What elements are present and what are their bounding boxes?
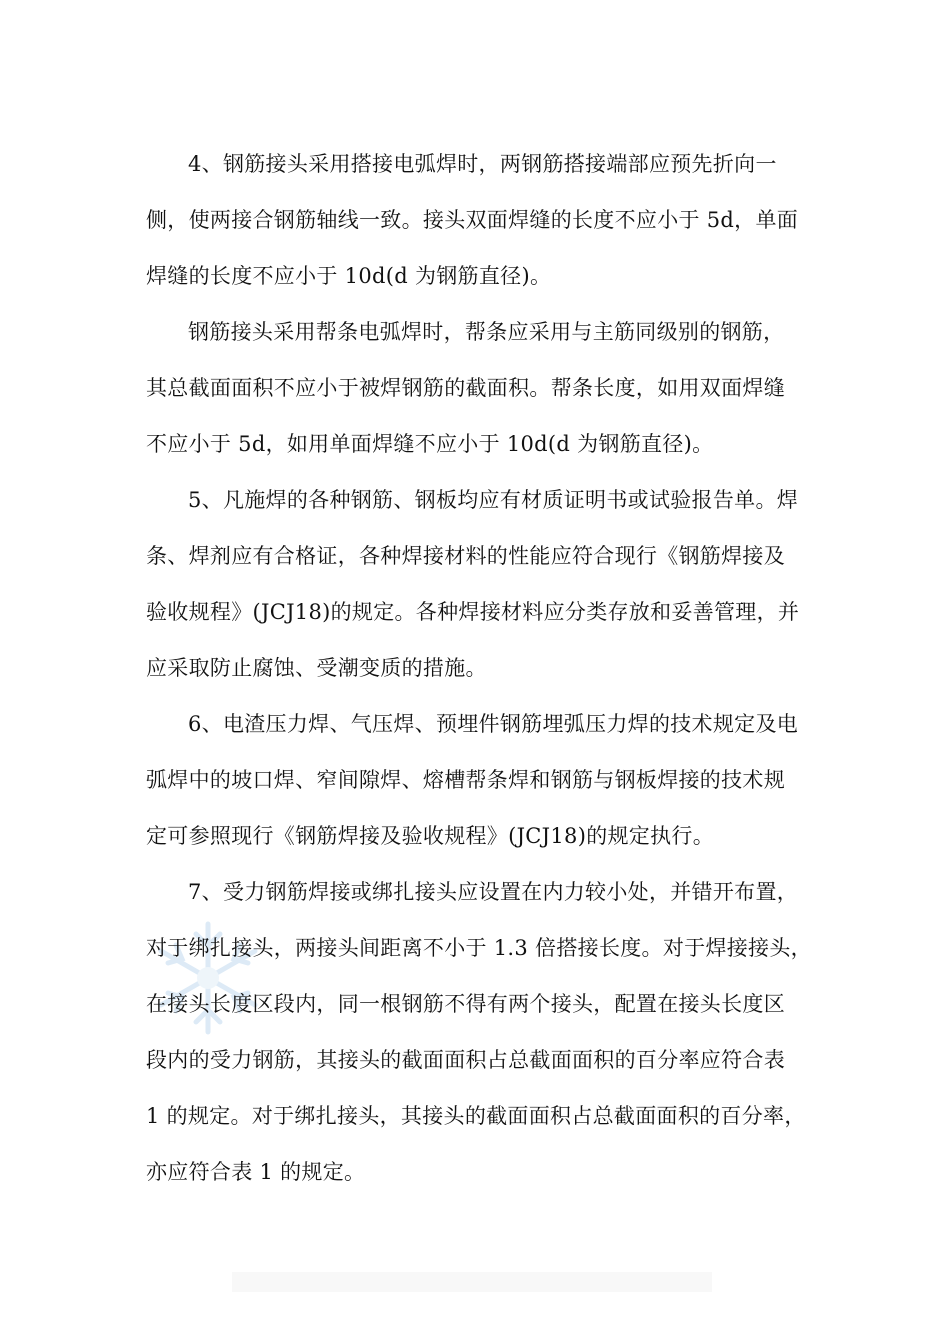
text-line: 不应小于 5d，如用单面焊缝不应小于 10d(d 为钢筋直径)。 (146, 432, 714, 456)
text-line: 弧焊中的坡口焊、窄间隙焊、熔槽帮条焊和钢筋与钢板焊接的技术规 (146, 768, 785, 792)
text-line: 5、凡施焊的各种钢筋、钢板均应有材质证明书或试验报告单。焊 (188, 488, 799, 512)
text-line: 验收规程》(JCJ18)的规定。各种焊接材料应分类存放和妥善管理，并 (146, 600, 800, 624)
text-line: 在接头长度区段内，同一根钢筋不得有两个接头，配置在接头长度区 (146, 992, 785, 1016)
text-line: 焊缝的长度不应小于 10d(d 为钢筋直径)。 (146, 264, 552, 288)
text-line: 7、受力钢筋焊接或绑扎接头应设置在内力较小处，并错开布置， (188, 880, 799, 904)
text-line: 6、电渣压力焊、气压焊、预埋件钢筋埋弧压力焊的技术规定及电 (188, 712, 799, 736)
text-line: 钢筋接头采用帮条电弧焊时，帮条应采用与主筋同级别的钢筋， (188, 320, 785, 344)
faint-footer-watermark (232, 1262, 712, 1302)
text-line: 侧，使两接合钢筋轴线一致。接头双面焊缝的长度不应小于 5d，单面 (146, 208, 799, 232)
text-line: 亦应符合表 1 的规定。 (146, 1160, 366, 1184)
text-line: 条、焊剂应有合格证，各种焊接材料的性能应符合现行《钢筋焊接及 (146, 544, 785, 568)
text-line: 段内的受力钢筋，其接头的截面面积占总截面面积的百分率应符合表 (146, 1048, 785, 1072)
text-line: 4、钢筋接头采用搭接电弧焊时，两钢筋搭接端部应预先折向一 (188, 152, 777, 176)
text-line: 1 的规定。对于绑扎接头，其接头的截面面积占总截面面积的百分率， (146, 1104, 806, 1128)
text-line: 应采取防止腐蚀、受潮变质的措施。 (146, 656, 487, 680)
text-line: 定可参照现行《钢筋焊接及验收规程》(JCJ18)的规定执行。 (146, 824, 715, 848)
text-line: 其总截面面积不应小于被焊钢筋的截面积。帮条长度，如用双面焊缝 (146, 376, 785, 400)
text-line: 对于绑扎接头，两接头间距离不小于 1.3 倍搭接长度。对于焊接接头， (146, 936, 812, 960)
